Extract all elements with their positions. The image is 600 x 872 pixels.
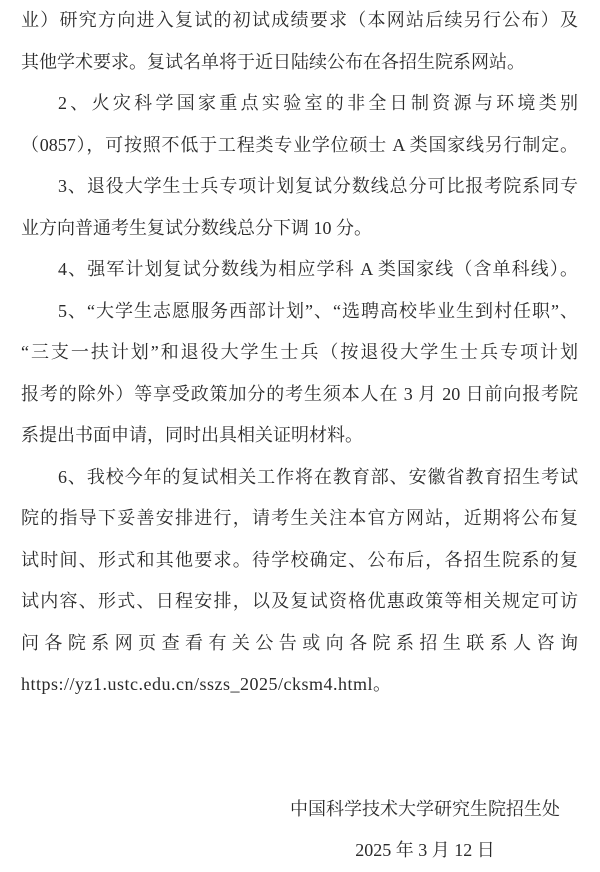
url-text: https://yz1.ustc.edu.cn/sszs_2025/cksm4.html。	[21, 674, 392, 694]
body-line-2: 其他学术要求。复试名单将于近日陆续公布在各招生院系网站。	[21, 51, 525, 72]
signature-block	[290, 789, 560, 872]
signature-org: 中国科学技术大学研究生院招生处	[290, 798, 560, 819]
body-line-4: （0857），可按照不低于工程类专业学位硕士 A 类国家线另行制定。	[21, 134, 578, 155]
body-line-10: 报考的除外）等享受政策加分的考生须本人在 3 月 20 日前向报考院	[21, 383, 578, 404]
body-line-15: 试内容、形式、日程安排，以及复试资格优惠政策等相关规定可访	[21, 591, 578, 611]
body-line-13: 院的指导下妥善安排进行，请考生关注本官方网站，近期将公布复	[21, 508, 578, 528]
body-line-11: 系提出书面申请，同时出具相关证明材料。	[21, 425, 363, 445]
body-line-14: 试时间、形式和其他要求。待学校确定、公布后，各招生院系的复	[21, 549, 578, 570]
body-line-6: 业方向普通考生复试分数线总分下调 10 分。	[21, 217, 372, 238]
body-line-8-para-5-start: 5、“大学生志愿服务西部计划”、“选聘高校毕业生到村任职”、	[58, 300, 578, 321]
body-line-16: 问各院系网页查看有关公告或向各院系招生联系人咨询	[21, 632, 578, 653]
body-line-7-para-4: 4、强军计划复试分数线为相应学科 A 类国家线（含单科线）。	[58, 259, 578, 279]
body-line-5-para-3-start: 3、退役大学生士兵专项计划复试分数线总分可比报考院系同专	[58, 176, 578, 196]
blank-gap	[21, 706, 578, 789]
body-line-12-para-6-start: 6、我校今年的复试相关工作将在教育部、安徽省教育招生考试	[58, 466, 578, 487]
body-line-3-para-2-start: 2、火灾科学国家重点实验室的非全日制资源与环境类别	[58, 93, 578, 113]
body-line-9: “三支一扶计划”和退役大学生士兵（按退役大学生士兵专项计划	[21, 342, 578, 362]
signature-date: 2025 年 3 月 12 日	[355, 840, 495, 860]
body-line-1: 业）研究方向进入复试的初试成绩要求（本网站后续另行公布）及	[21, 10, 578, 30]
